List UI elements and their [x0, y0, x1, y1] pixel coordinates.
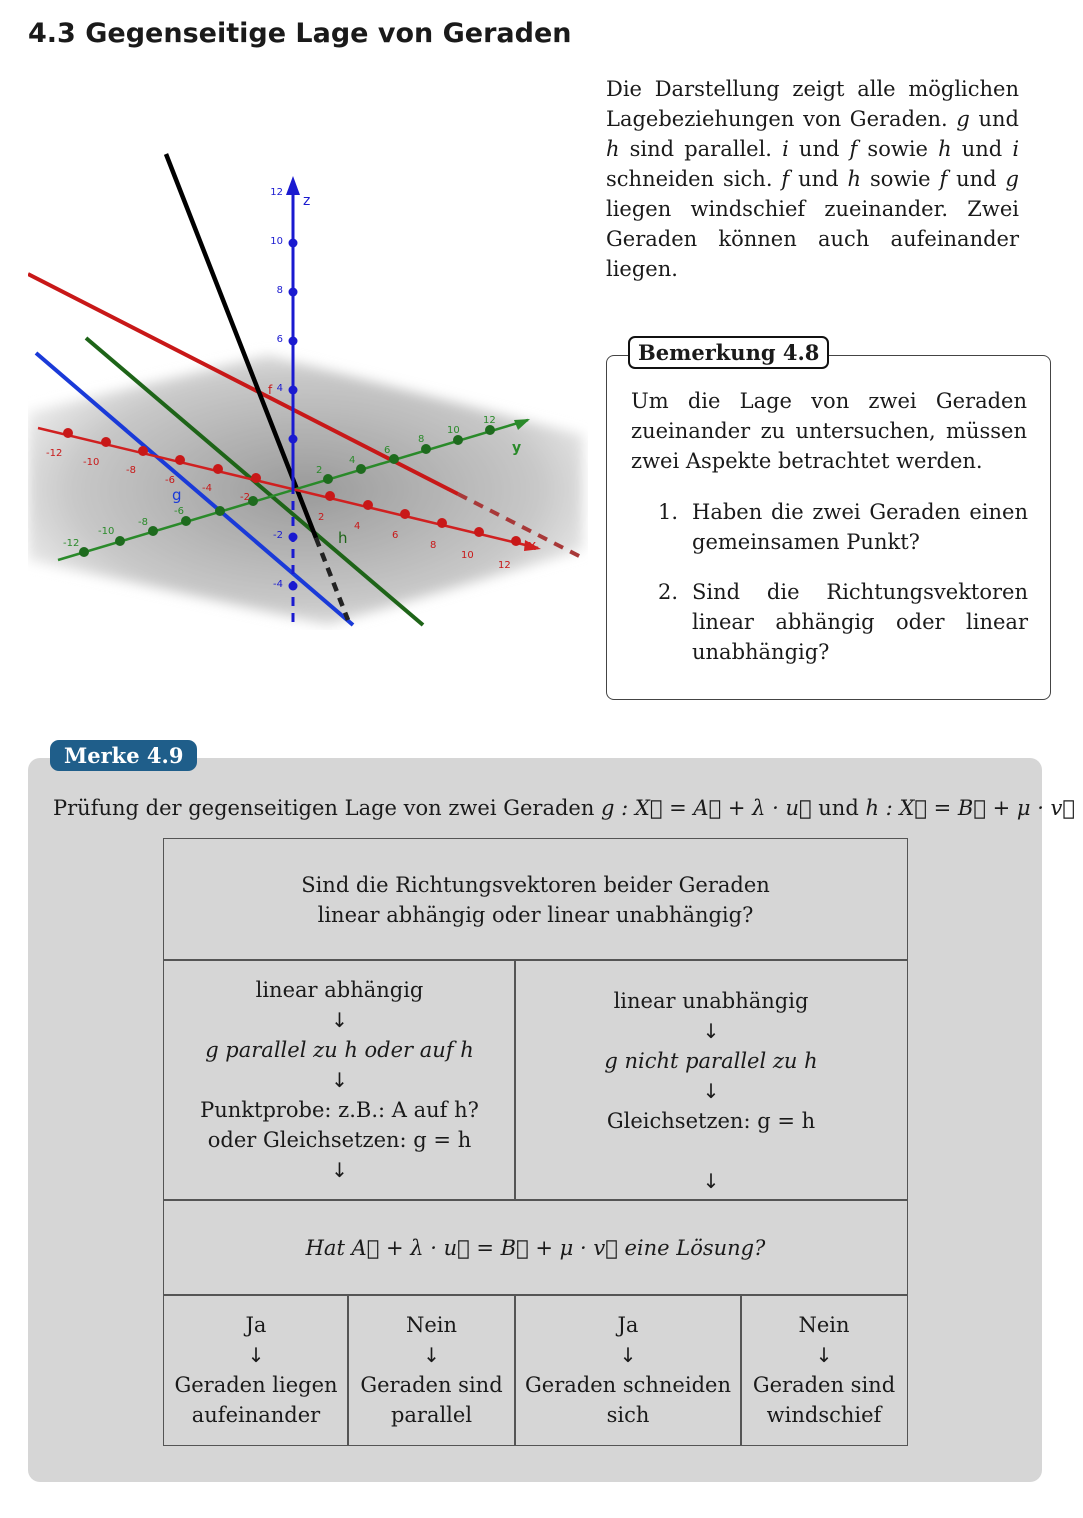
- intro-text: und: [947, 167, 1006, 191]
- x-tick-label: -6: [165, 475, 175, 486]
- z-axis-label: z: [303, 193, 311, 209]
- x-tick-label: -2: [240, 492, 250, 503]
- bemerkung-label: Bemerkung 4.8: [628, 336, 829, 369]
- flow-left-branch: [163, 959, 516, 1201]
- y-tick-label: 2: [316, 465, 323, 476]
- z-tick-label: 4: [276, 383, 283, 394]
- intro-text: sowie: [861, 167, 940, 191]
- down-arrow-icon: ↓: [702, 1019, 720, 1043]
- intro-text: liegen windschief zueinander. Zwei Geraden können auch aufeinander liegen.: [606, 197, 1019, 281]
- z-tick-label: 8: [276, 285, 283, 296]
- flow-question-1: [163, 838, 908, 961]
- result-answer: Nein: [405, 1313, 458, 1337]
- x-tick-label: 8: [430, 540, 437, 551]
- equation-g: g : X⃗ = A⃗ + λ · u⃗: [601, 796, 812, 820]
- x-tick-label: -10: [83, 457, 100, 468]
- result-text: Geraden sind: [752, 1373, 896, 1397]
- line-g-label: g: [172, 486, 182, 504]
- var-g: g: [1005, 167, 1019, 191]
- list-item-number: 2.: [658, 580, 679, 604]
- branch-line: g nicht parallel zu h: [604, 1049, 818, 1073]
- branch-line: Punktprobe: z.B.: A auf h?: [200, 1098, 479, 1122]
- 3d-lines-figure: [28, 150, 588, 630]
- y-tick-label: -6: [174, 506, 184, 517]
- result-answer: Nein: [798, 1313, 850, 1337]
- list-item-text: Haben die zwei Geraden einen gemeinsamen Punkt?: [692, 500, 1028, 554]
- y-tick-label: 8: [418, 434, 425, 445]
- list-item-text: Sind die Richtungsvektoren linear abhängig oder linear unabhängig?: [692, 580, 1028, 664]
- flow-result: [740, 1294, 908, 1446]
- z-tick-label: 12: [270, 187, 283, 198]
- intro-text: sind parallel.: [619, 137, 783, 161]
- result-text: Geraden schneiden: [525, 1373, 731, 1397]
- var-h: h: [847, 167, 862, 191]
- x-tick-label: 10: [461, 550, 474, 561]
- x-tick-label: -12: [46, 448, 63, 459]
- equation-h: h : X⃗ = B⃗ + μ · v⃗: [865, 796, 1076, 820]
- down-arrow-icon: ↓: [331, 1008, 348, 1032]
- intro-text: schneiden sich.: [606, 167, 782, 191]
- result-answer: Ja: [617, 1313, 639, 1337]
- intro-text: und: [788, 137, 850, 161]
- down-arrow-icon: ↓: [815, 1343, 833, 1367]
- result-text: Geraden liegen: [174, 1373, 338, 1397]
- var-h: h: [606, 137, 620, 161]
- z-tick-label: 10: [270, 236, 283, 247]
- branch-title: linear unabhängig: [613, 989, 809, 1013]
- result-text: sich: [606, 1403, 650, 1427]
- down-arrow-icon: ↓: [619, 1343, 637, 1367]
- down-arrow-icon: ↓: [702, 1169, 720, 1193]
- list-item: [658, 497, 1028, 557]
- y-tick-label: 12: [483, 415, 496, 426]
- var-f: f: [849, 137, 858, 161]
- y-tick-label: -10: [98, 526, 115, 537]
- flowchart: [163, 838, 908, 1446]
- flow-result: [347, 1294, 516, 1446]
- var-f: f: [939, 167, 948, 191]
- result-text: Geraden sind: [360, 1373, 503, 1397]
- x-tick-label: 6: [392, 530, 399, 541]
- list-item: [658, 577, 1028, 667]
- var-i: i: [1012, 137, 1020, 161]
- question-line: Sind die Richtungsvektoren beider Geraden: [301, 872, 770, 897]
- x-tick-label: 4: [354, 521, 361, 532]
- result-text: windschief: [766, 1403, 882, 1427]
- intro-text: und: [789, 167, 848, 191]
- line-f-label: f: [268, 383, 273, 397]
- branch-title: linear abhängig: [255, 978, 424, 1002]
- down-arrow-icon: ↓: [423, 1343, 440, 1367]
- flow-result: [163, 1294, 349, 1446]
- y-tick-label: -12: [63, 538, 80, 549]
- x-axis-label: x: [528, 538, 537, 554]
- intro-text: und: [969, 107, 1019, 131]
- list-item-number: 1.: [658, 500, 679, 524]
- intro-text: und: [951, 137, 1013, 161]
- intro-text: Die Darstellung zeigt alle möglichen Lagebeziehungen von Geraden.: [606, 77, 1019, 131]
- intro-text: sowie: [857, 137, 939, 161]
- intro-paragraph: [606, 74, 1019, 284]
- x-tick-label: 12: [498, 560, 511, 571]
- merke-intro-text: und: [811, 796, 866, 820]
- merke-intro: [53, 796, 1075, 820]
- down-arrow-icon: ↓: [702, 1079, 720, 1103]
- x-tick-label: 2: [318, 512, 325, 523]
- x-tick-label: -4: [202, 483, 212, 494]
- branch-line: g parallel zu h oder auf h: [205, 1038, 474, 1062]
- merke-intro-text: Prüfung der gegenseitigen Lage von zwei Geraden: [53, 796, 602, 820]
- branch-line: Gleichsetzen: g = h: [606, 1109, 816, 1133]
- x-tick-label: -8: [126, 465, 136, 476]
- var-f: f: [781, 167, 790, 191]
- y-axis-label: y: [512, 440, 522, 456]
- y-tick-label: 4: [349, 455, 356, 466]
- line-h-label: h: [338, 529, 348, 547]
- down-arrow-icon: ↓: [247, 1343, 265, 1367]
- flow-right-branch: [514, 959, 908, 1201]
- flow-question-2: [163, 1199, 908, 1296]
- y-tick-label: 10: [447, 425, 460, 436]
- down-arrow-icon: ↓: [331, 1158, 348, 1182]
- var-h: h: [938, 137, 952, 161]
- bemerkung-text: Um die Lage von zwei Geraden zueinander zu untersuchen, müssen zwei Aspekte betrachtet werden.: [631, 389, 1027, 473]
- question-line: Hat A⃗ + λ · u⃗ = B⃗ + μ · v⃗ eine Lösung?: [305, 1235, 766, 1260]
- z-tick-label: -2: [273, 530, 283, 541]
- branch-line: oder Gleichsetzen: g = h: [207, 1128, 472, 1152]
- result-text: parallel: [390, 1403, 473, 1427]
- flow-result: [514, 1294, 742, 1446]
- var-i: i: [782, 137, 789, 161]
- question-line: linear abhängig oder linear unabhängig?: [317, 902, 754, 927]
- z-tick-label: -4: [273, 579, 283, 590]
- y-tick-label: -8: [138, 517, 148, 528]
- section-title: 4.3 Gegenseitige Lage von Geraden: [28, 18, 572, 49]
- var-g: g: [956, 107, 970, 131]
- down-arrow-icon: ↓: [331, 1068, 348, 1092]
- merke-label: Merke 4.9: [50, 740, 197, 771]
- result-answer: Ja: [245, 1313, 267, 1337]
- result-text: aufeinander: [191, 1403, 321, 1427]
- z-axis-arrow-icon: [286, 176, 300, 195]
- y-tick-label: 6: [384, 445, 391, 456]
- z-tick-label: 6: [276, 334, 283, 345]
- bemerkung-list: [658, 497, 1028, 687]
